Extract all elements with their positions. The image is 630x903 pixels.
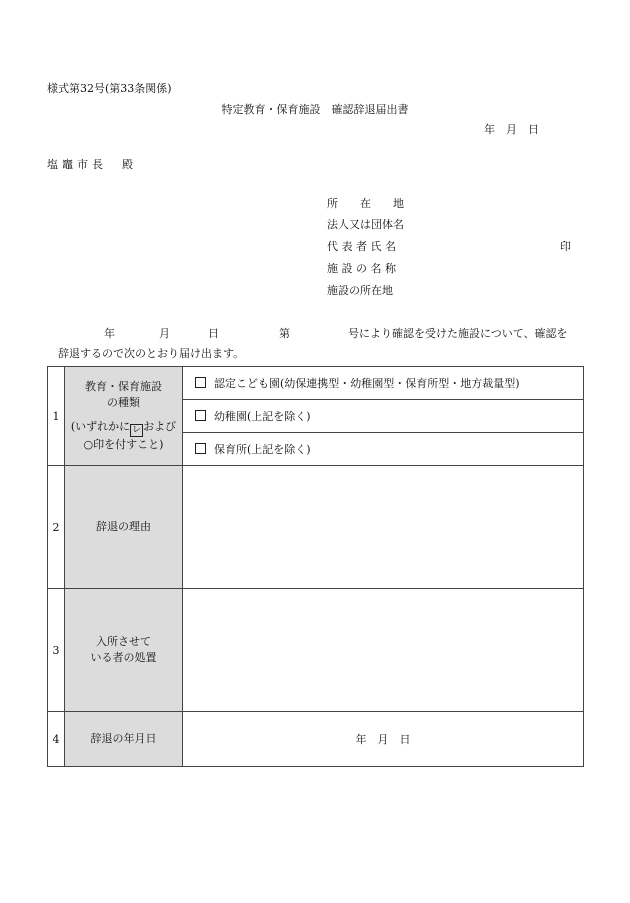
option-label: 認定こども園(幼保連携型・幼稚園型・保育所型・地方裁量型) xyxy=(214,377,520,390)
applicant-corporation-label: 法人又は団体名 xyxy=(327,218,404,231)
checkbox-icon[interactable] xyxy=(195,443,206,454)
enrollee-handling-header-line2: いる者の処置 xyxy=(90,651,157,664)
enrollee-handling-field[interactable] xyxy=(183,589,584,712)
table-row-4 xyxy=(48,712,584,767)
checkbox-icon[interactable] xyxy=(195,410,206,421)
applicant-address-label: 所 在 地 xyxy=(327,197,404,210)
facility-type-header-line1: 教育・保育施設 xyxy=(85,380,162,393)
withdrawal-date-field[interactable]: 年 月 日 xyxy=(183,712,584,767)
note-part-b: および xyxy=(143,420,177,433)
table-row-2 xyxy=(48,466,584,589)
body-year: 年 xyxy=(104,327,115,340)
withdrawal-date-header: 辞退の年月日 xyxy=(65,712,183,767)
withdrawal-reason-header: 辞退の理由 xyxy=(65,466,183,589)
row-number: 1 xyxy=(48,367,65,466)
declaration-table xyxy=(47,366,584,767)
enrollee-handling-header-line1: 入所させて xyxy=(96,635,151,648)
facility-type-note xyxy=(66,419,181,437)
option-label: 保育所(上記を除く) xyxy=(214,443,311,456)
body-text-line2: 辞退するので次のとおり届け出ます。 xyxy=(58,347,245,360)
option-label: 幼稚園(上記を除く) xyxy=(214,410,311,423)
option-hoikusho[interactable] xyxy=(183,433,584,466)
submission-date: 年 月 日 xyxy=(484,123,539,136)
facility-type-header-line2: の種類 xyxy=(107,396,140,409)
note-part-a: (いずれかに xyxy=(70,420,131,433)
row-number: 4 xyxy=(48,712,65,767)
body-line1-rest: 号により確認を受けた施設について、確認を xyxy=(348,327,568,340)
body-day: 日 xyxy=(208,327,219,340)
facility-name-label: 施 設 の 名 称 xyxy=(327,262,396,275)
table-row-3 xyxy=(48,589,584,712)
checkbox-icon[interactable] xyxy=(195,377,206,388)
option-nintei-kodomoen[interactable] xyxy=(183,367,584,400)
form-number: 様式第32号(第33条関係) xyxy=(47,82,172,95)
note-part-c: ○印を付すこと) xyxy=(83,438,164,451)
document-title: 特定教育・保育施設 確認辞退届出書 xyxy=(221,103,409,116)
facility-location-label: 施設の所在地 xyxy=(327,284,393,297)
enrollee-handling-header xyxy=(65,589,183,712)
withdrawal-reason-field[interactable] xyxy=(183,466,584,589)
check-mark-icon: レ xyxy=(132,425,142,435)
row-number: 2 xyxy=(48,466,65,589)
addressee: 塩竈市長 殿 xyxy=(47,158,137,171)
facility-type-header xyxy=(65,367,183,466)
row-number: 3 xyxy=(48,589,65,712)
body-number-prefix: 第 xyxy=(279,327,290,340)
table-row-1 xyxy=(48,367,584,400)
body-month: 月 xyxy=(159,327,170,340)
applicant-representative-label: 代 表 者 氏 名 xyxy=(327,240,396,253)
option-yochien[interactable] xyxy=(183,400,584,433)
body-text-line1 xyxy=(104,325,568,341)
seal-mark: 印 xyxy=(560,240,571,253)
